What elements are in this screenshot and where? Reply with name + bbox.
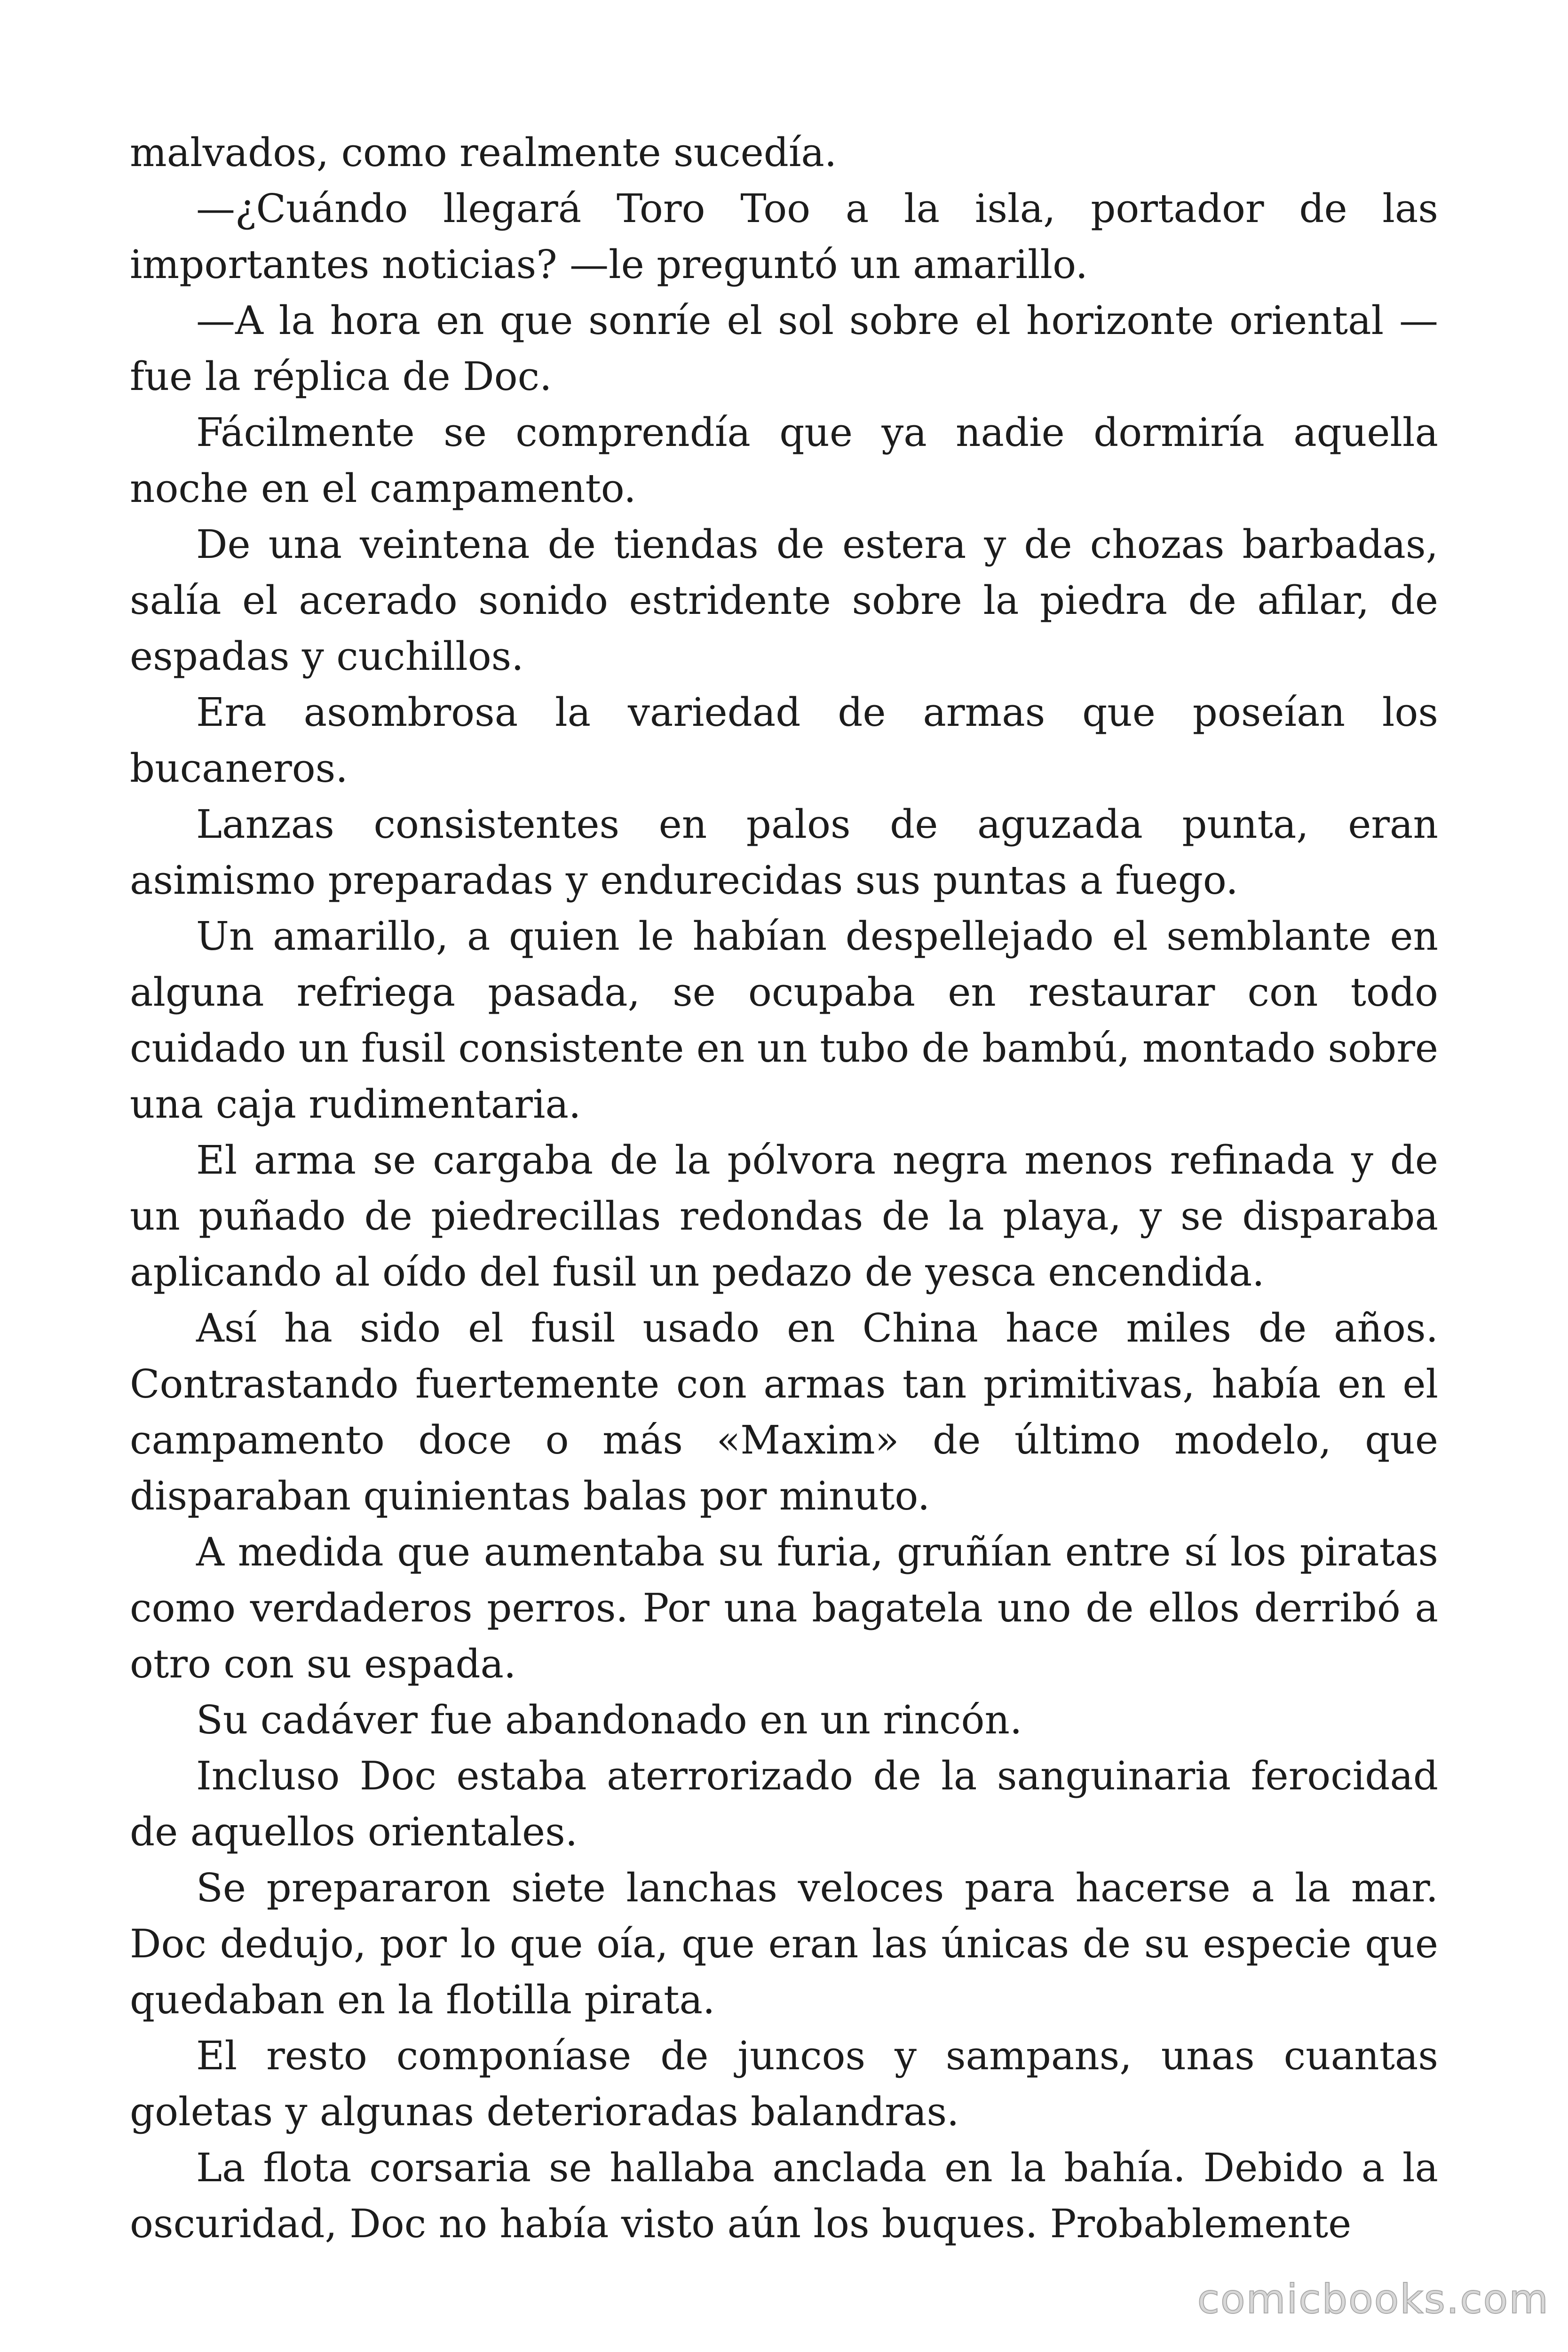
paragraph: Fácilmente se comprendía que ya nadie dormiría aquella noche en el campamento. (130, 410, 1438, 511)
paragraph: De una veintena de tiendas de estera y de chozas barbadas, salía el acerado sonido estridente sobre la piedra de afilar, de espadas y cuchillos. (130, 522, 1438, 679)
paragraph: Así ha sido el fusil usado en China hace miles de años. Contrastando fuertemente con armas tan primitivas, había en el campamento doce o más «Maxim» de último modelo, que disparaban quinientas balas por minuto. (130, 1305, 1438, 1519)
paragraph-dialogue-question: —¿Cuándo llegará Toro Too a la isla, portador de las importantes noticias? —le preguntó un amarillo. (130, 186, 1438, 287)
paragraph: Lanzas consistentes en palos de aguzada punta, eran asimismo preparadas y endurecidas sus puntas a fuego. (130, 802, 1438, 903)
paragraph-dialogue-reply: —A la hora en que sonríe el sol sobre el horizonte oriental —fue la réplica de Doc. (130, 298, 1438, 399)
paragraph-continuation: malvados, como realmente sucedía. (130, 130, 837, 175)
paragraph: Un amarillo, a quien le habían despellejado el semblante en alguna refriega pasada, se ocupaba en restaurar con todo cuidado un fusil consistente en un tubo de bambú, montado sobre una caja rudimentaria. (130, 914, 1438, 1127)
paragraph: A medida que aumentaba su furia, gruñían entre sí los piratas como verdaderos perros. Por una bagatela uno de ellos derribó a otro con su espada. (130, 1529, 1438, 1687)
paragraph: Incluso Doc estaba aterrorizado de la sanguinaria ferocidad de aquellos orientales. (130, 1753, 1438, 1855)
site-watermark: comicbooks.com (1197, 2276, 1549, 2323)
paragraph: Era asombrosa la variedad de armas que poseían los bucaneros. (130, 690, 1438, 791)
paragraph: El resto componíase de juncos y sampans, unas cuantas goletas y algunas deterioradas balandras. (130, 2033, 1438, 2135)
book-page-body (130, 125, 1438, 2252)
paragraph: El arma se cargaba de la pólvora negra menos refinada y de un puñado de piedrecillas redondas de la playa, y se disparaba aplicando al oído del fusil un pedazo de yesca encendida. (130, 1137, 1438, 1295)
paragraph-last: La flota corsaria se hallaba anclada en la bahía. Debido a la oscuridad, Doc no había visto aún los buques. Probablemente (130, 2145, 1438, 2247)
paragraph: Su cadáver fue abandonado en un rincón. (196, 1697, 1022, 1743)
paragraph: Se prepararon siete lanchas veloces para hacerse a la mar. Doc dedujo, por lo que oía, que eran las únicas de su especie que quedaban en la flotilla pirata. (130, 1865, 1438, 2023)
